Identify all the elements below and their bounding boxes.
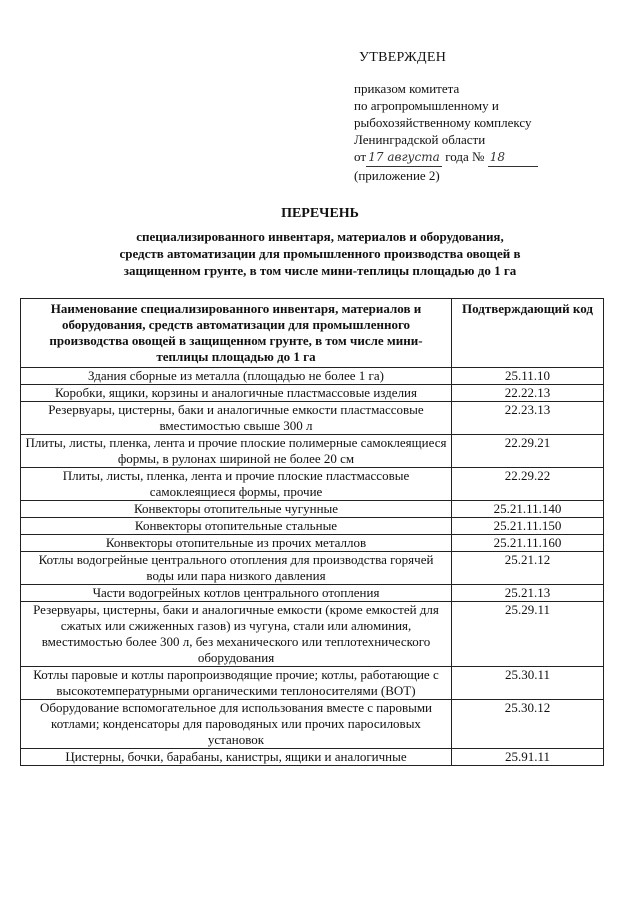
approval-date-line: [354, 148, 538, 167]
handwritten-date: 17 августа: [366, 149, 442, 167]
item-name: Здания сборные из металла (площадью не более 1 га): [21, 368, 452, 385]
approval-line: Ленинградской области: [354, 132, 486, 147]
item-name: Плиты, листы, пленка, лента и прочие плоские пластмассовые самоклеящиеся формы, прочие: [21, 468, 452, 501]
item-name: Котлы паровые и котлы паропроизводящие прочие; котлы, работающие с высокотемпературными органическими теплоносителями (ВОТ): [21, 667, 452, 700]
approval-title: УТВЕРЖДЕН: [359, 50, 447, 65]
column-header-name: Наименование специализированного инвентаря, материалов и оборудования, средств автоматизации для промышленного производства овощей в защищенном грунте, в том числе мини-теплицы площадью до 1 га: [21, 299, 452, 368]
approval-line: по агропромышленному и: [354, 98, 499, 113]
table-row: [21, 518, 604, 535]
from-prefix: от: [354, 149, 367, 164]
item-name: Цистерны, бочки, барабаны, канистры, ящики и аналогичные: [21, 749, 452, 766]
document-subtitle-line: средств автоматизации для промышленного производства овощей в: [119, 246, 521, 261]
item-name: Части водогрейных котлов центрального отопления: [21, 585, 452, 602]
item-code: 22.29.21: [452, 435, 604, 468]
item-name: Коробки, ящики, корзины и аналогичные пластмассовые изделия: [21, 385, 452, 402]
item-code: 25.21.11.160: [452, 535, 604, 552]
document-subtitle-line: защищенном грунте, в том числе мини-теплицы площадью до 1 га: [123, 263, 517, 278]
document-heading: [55, 206, 585, 279]
table-row: [21, 749, 604, 766]
item-name: Оборудование вспомогательное для использования вместе с паровыми котлами; конденсаторы для пароводяных или прочих паросиловых установок: [21, 700, 452, 749]
table-row: [21, 368, 604, 385]
table-row: [21, 535, 604, 552]
item-code: 25.29.11: [452, 602, 604, 667]
table-row: [21, 501, 604, 518]
item-code: 25.21.11.150: [452, 518, 604, 535]
item-name: Резервуары, цистерны, баки и аналогичные емкости (кроме емкостей для сжатых или сжиженных газов) из чугуна, стали или алюминия, вместимостью более 300 л, без механического или теплотехнического оборудования: [21, 602, 452, 667]
item-code: 25.21.11.140: [452, 501, 604, 518]
item-code: 25.21.13: [452, 585, 604, 602]
document-subtitle-line: специализированного инвентаря, материалов и оборудования,: [136, 229, 504, 244]
item-name: Конвекторы отопительные из прочих металлов: [21, 535, 452, 552]
item-name: Котлы водогрейные центрального отопления для производства горячей воды или пара низкого давления: [21, 552, 452, 585]
table-row: [21, 552, 604, 585]
item-name: Конвекторы отопительные стальные: [21, 518, 452, 535]
appendix-note: (приложение 2): [354, 168, 440, 183]
table-row: [21, 385, 604, 402]
table-header-row: [21, 299, 604, 368]
item-name: Конвекторы отопительные чугунные: [21, 501, 452, 518]
table-row: [21, 585, 604, 602]
approval-details: [354, 80, 538, 184]
table-row: [21, 667, 604, 700]
handwritten-number: 18: [488, 149, 538, 167]
document-title: ПЕРЕЧЕНЬ: [281, 206, 359, 221]
item-code: 25.30.12: [452, 700, 604, 749]
table-row: [21, 435, 604, 468]
table-row: [21, 468, 604, 501]
item-name: Плиты, листы, пленка, лента и прочие плоские полимерные самоклеящиеся формы, в рулонах шириной не более 20 см: [21, 435, 452, 468]
equipment-table: [20, 298, 604, 766]
item-code: 22.22.13: [452, 385, 604, 402]
item-code: 22.29.22: [452, 468, 604, 501]
table-row: [21, 402, 604, 435]
table-row: [21, 700, 604, 749]
column-header-code: Подтверждающий код: [452, 299, 604, 368]
approval-line: приказом комитета: [354, 81, 460, 96]
item-code: 25.91.11: [452, 749, 604, 766]
year-word: года №: [445, 149, 485, 164]
item-code: 25.30.11: [452, 667, 604, 700]
item-code: 25.11.10: [452, 368, 604, 385]
table-row: [21, 602, 604, 667]
approval-line: рыбохозяйственному комплексу: [354, 115, 532, 130]
item-code: 22.23.13: [452, 402, 604, 435]
item-code: 25.21.12: [452, 552, 604, 585]
item-name: Резервуары, цистерны, баки и аналогичные емкости пластмассовые вместимостью свыше 300 л: [21, 402, 452, 435]
